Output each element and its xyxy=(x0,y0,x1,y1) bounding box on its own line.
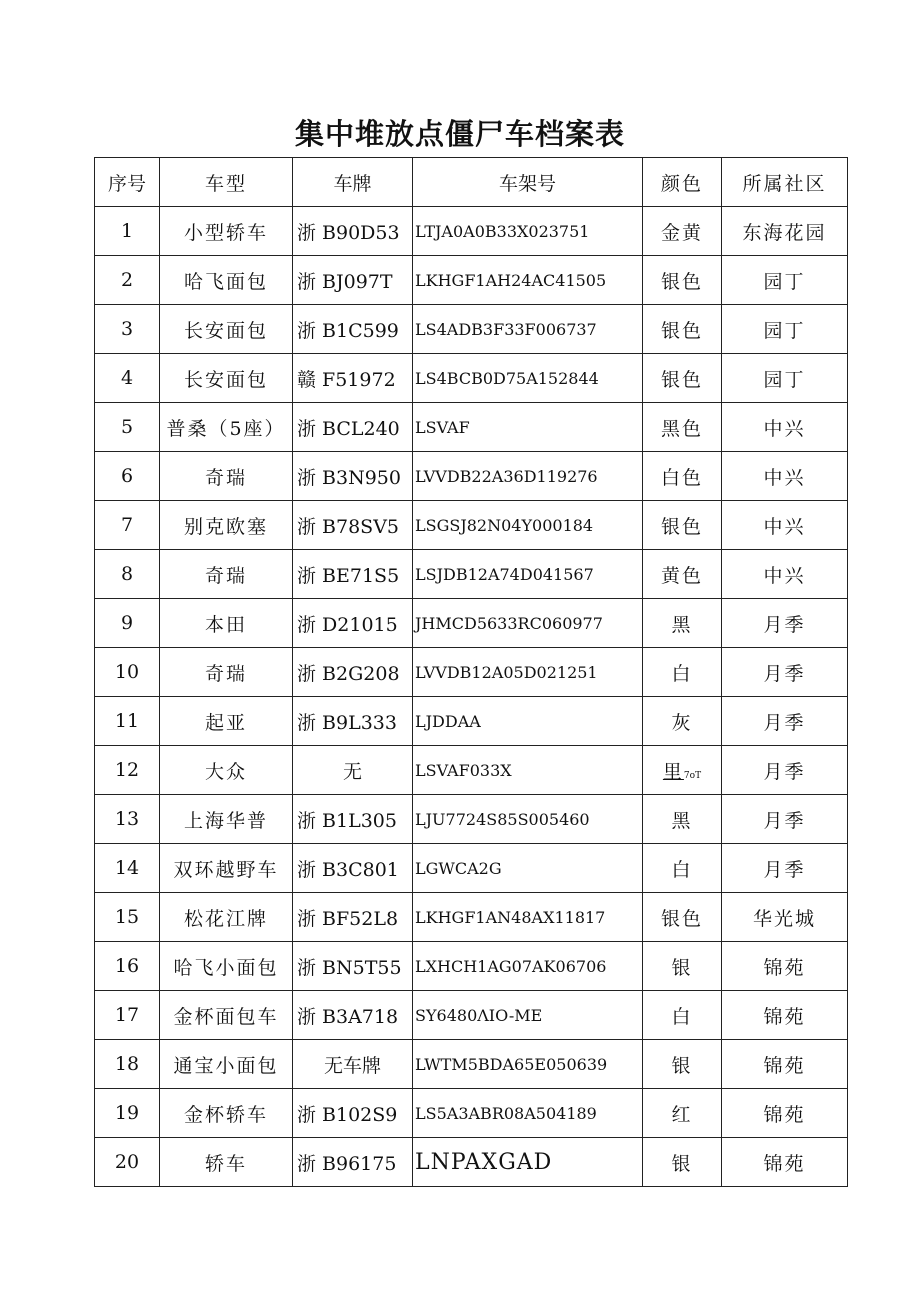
cell-vin: LSJDB12A74D041567 xyxy=(413,550,643,599)
cell-plate: 浙 B3C801 xyxy=(293,844,413,893)
cell-vin: LS4ADB3F33F006737 xyxy=(413,305,643,354)
table-row xyxy=(95,256,848,305)
cell-plate: 浙 B78SV5 xyxy=(293,501,413,550)
cell-plate: 浙 B90D53 xyxy=(293,207,413,256)
cell-community: 月季 xyxy=(722,795,848,844)
cell-vin: LVVDB12A05D021251 xyxy=(413,648,643,697)
cell-model: 普桑（5座） xyxy=(160,403,293,452)
cell-vin: LSVAF xyxy=(413,403,643,452)
cell-vin: LJU7724S85S005460 xyxy=(413,795,643,844)
cell-color: 黑色 xyxy=(643,403,722,452)
cell-no: 13 xyxy=(95,795,160,844)
cell-color: 银色 xyxy=(643,501,722,550)
cell-community: 月季 xyxy=(722,844,848,893)
cell-community: 月季 xyxy=(722,599,848,648)
cell-model: 上海华普 xyxy=(160,795,293,844)
cell-plate: 浙 B3A718 xyxy=(293,991,413,1040)
cell-plate: 浙 B3N950 xyxy=(293,452,413,501)
cell-community: 中兴 xyxy=(722,501,848,550)
cell-no: 10 xyxy=(95,648,160,697)
cell-plate: 赣 F51972 xyxy=(293,354,413,403)
cell-model: 长安面包 xyxy=(160,305,293,354)
cell-model: 本田 xyxy=(160,599,293,648)
cell-plate: 浙 B102S9 xyxy=(293,1089,413,1138)
page-title: 集中堆放点僵尸车档案表 xyxy=(294,117,625,151)
col-header-community: 所属社区 xyxy=(722,158,848,207)
cell-community: 月季 xyxy=(722,746,848,795)
cell-no: 12 xyxy=(95,746,160,795)
cell-vin: LGWCA2G xyxy=(413,844,643,893)
cell-vin: SY6480ΛIO-ME xyxy=(413,991,643,1040)
cell-color: 红 xyxy=(643,1089,722,1138)
cell-vin: JHMCD5633RC060977 xyxy=(413,599,643,648)
cell-model: 小型轿车 xyxy=(160,207,293,256)
table-row xyxy=(95,599,848,648)
col-header-model: 车型 xyxy=(160,158,293,207)
cell-model: 哈飞小面包 xyxy=(160,942,293,991)
table-row xyxy=(95,942,848,991)
table-row xyxy=(95,697,848,746)
cell-plate: 浙 BN5T55 xyxy=(293,942,413,991)
cell-no: 3 xyxy=(95,305,160,354)
table-row xyxy=(95,893,848,942)
cell-no: 15 xyxy=(95,893,160,942)
cell-vin: LNPAXGAD xyxy=(413,1138,643,1187)
cell-no: 4 xyxy=(95,354,160,403)
cell-community: 园丁 xyxy=(722,354,848,403)
cell-model: 哈飞面包 xyxy=(160,256,293,305)
table-row xyxy=(95,991,848,1040)
cell-community: 锦苑 xyxy=(722,1089,848,1138)
cell-color-value: 里 xyxy=(662,760,684,783)
cell-plate: 浙 D21015 xyxy=(293,599,413,648)
cell-color: 黑 xyxy=(643,599,722,648)
table-row xyxy=(95,746,848,795)
cell-color: 银色 xyxy=(643,893,722,942)
cell-model: 长安面包 xyxy=(160,354,293,403)
cell-color xyxy=(643,746,722,795)
cell-community: 园丁 xyxy=(722,256,848,305)
table-row xyxy=(95,1089,848,1138)
cell-plate: 无车牌 xyxy=(293,1040,413,1089)
cell-vin: LWTM5BDA65E050639 xyxy=(413,1040,643,1089)
cell-color: 银色 xyxy=(643,354,722,403)
cell-community: 锦苑 xyxy=(722,1040,848,1089)
table-row xyxy=(95,501,848,550)
cell-model: 松花江牌 xyxy=(160,893,293,942)
cell-plate: 浙 BJ097T xyxy=(293,256,413,305)
cell-community: 东海花园 xyxy=(722,207,848,256)
cell-model: 大众 xyxy=(160,746,293,795)
cell-no: 11 xyxy=(95,697,160,746)
cell-plate: 浙 BF52L8 xyxy=(293,893,413,942)
cell-vin: LTJA0A0B33X023751 xyxy=(413,207,643,256)
cell-community: 中兴 xyxy=(722,452,848,501)
cell-color: 白色 xyxy=(643,452,722,501)
cell-community: 月季 xyxy=(722,697,848,746)
cell-community: 锦苑 xyxy=(722,942,848,991)
cell-no: 6 xyxy=(95,452,160,501)
table-row xyxy=(95,207,848,256)
cell-vin: LSVAF033X xyxy=(413,746,643,795)
cell-model: 奇瑞 xyxy=(160,550,293,599)
cell-plate: 浙 B2G208 xyxy=(293,648,413,697)
table-row xyxy=(95,1138,848,1187)
cell-vin: LKHGF1AH24AC41505 xyxy=(413,256,643,305)
cell-color-note: 7oT xyxy=(683,770,702,781)
cell-no: 7 xyxy=(95,501,160,550)
cell-color: 白 xyxy=(643,844,722,893)
col-header-color: 颜色 xyxy=(643,158,722,207)
table-row xyxy=(95,403,848,452)
table-row xyxy=(95,1040,848,1089)
cell-plate: 浙 B1L305 xyxy=(293,795,413,844)
cell-vin: LSGSJ82N04Y000184 xyxy=(413,501,643,550)
table-row xyxy=(95,305,848,354)
cell-color: 白 xyxy=(643,648,722,697)
cell-no: 16 xyxy=(95,942,160,991)
cell-community: 园丁 xyxy=(722,305,848,354)
col-header-vin: 车架号 xyxy=(413,158,643,207)
cell-plate: 浙 B96175 xyxy=(293,1138,413,1187)
cell-community: 月季 xyxy=(722,648,848,697)
cell-vin: LS5A3ABR08A504189 xyxy=(413,1089,643,1138)
cell-no: 14 xyxy=(95,844,160,893)
table-row xyxy=(95,550,848,599)
cell-no: 8 xyxy=(95,550,160,599)
cell-no: 18 xyxy=(95,1040,160,1089)
cell-model: 通宝小面包 xyxy=(160,1040,293,1089)
cell-community: 锦苑 xyxy=(722,1138,848,1187)
cell-plate: 浙 BE71S5 xyxy=(293,550,413,599)
cell-model: 轿车 xyxy=(160,1138,293,1187)
col-header-no: 序号 xyxy=(95,158,160,207)
cell-color: 银 xyxy=(643,1040,722,1089)
cell-model: 双环越野车 xyxy=(160,844,293,893)
table-row xyxy=(95,452,848,501)
cell-no: 2 xyxy=(95,256,160,305)
cell-color: 银色 xyxy=(643,305,722,354)
cell-plate: 浙 B1C599 xyxy=(293,305,413,354)
cell-vin: LXHCH1AG07AK06706 xyxy=(413,942,643,991)
table-row xyxy=(95,648,848,697)
cell-color: 金黄 xyxy=(643,207,722,256)
vehicle-archive-table xyxy=(94,157,848,1187)
cell-vin: LS4BCB0D75A152844 xyxy=(413,354,643,403)
cell-vin: LVVDB22A36D119276 xyxy=(413,452,643,501)
cell-color: 白 xyxy=(643,991,722,1040)
cell-model: 起亚 xyxy=(160,697,293,746)
cell-no: 9 xyxy=(95,599,160,648)
cell-color: 黑 xyxy=(643,795,722,844)
table-row xyxy=(95,795,848,844)
cell-color: 灰 xyxy=(643,697,722,746)
table-row xyxy=(95,844,848,893)
cell-no: 17 xyxy=(95,991,160,1040)
cell-community: 华光城 xyxy=(722,893,848,942)
cell-no: 19 xyxy=(95,1089,160,1138)
cell-model: 奇瑞 xyxy=(160,452,293,501)
cell-model: 别克欧塞 xyxy=(160,501,293,550)
cell-model: 金杯轿车 xyxy=(160,1089,293,1138)
cell-no: 1 xyxy=(95,207,160,256)
cell-vin: LKHGF1AN48AX11817 xyxy=(413,893,643,942)
col-header-plate: 车牌 xyxy=(293,158,413,207)
cell-color: 银色 xyxy=(643,256,722,305)
cell-color: 黄色 xyxy=(643,550,722,599)
cell-plate: 无 xyxy=(293,746,413,795)
table-header-row xyxy=(95,158,848,207)
cell-vin: LJDDAA xyxy=(413,697,643,746)
cell-community: 锦苑 xyxy=(722,991,848,1040)
cell-model: 奇瑞 xyxy=(160,648,293,697)
cell-model: 金杯面包车 xyxy=(160,991,293,1040)
cell-plate: 浙 B9L333 xyxy=(293,697,413,746)
cell-no: 5 xyxy=(95,403,160,452)
cell-plate: 浙 BCL240 xyxy=(293,403,413,452)
cell-community: 中兴 xyxy=(722,550,848,599)
cell-community: 中兴 xyxy=(722,403,848,452)
table-row xyxy=(95,354,848,403)
cell-color: 银 xyxy=(643,942,722,991)
cell-no: 20 xyxy=(95,1138,160,1187)
cell-color: 银 xyxy=(643,1138,722,1187)
